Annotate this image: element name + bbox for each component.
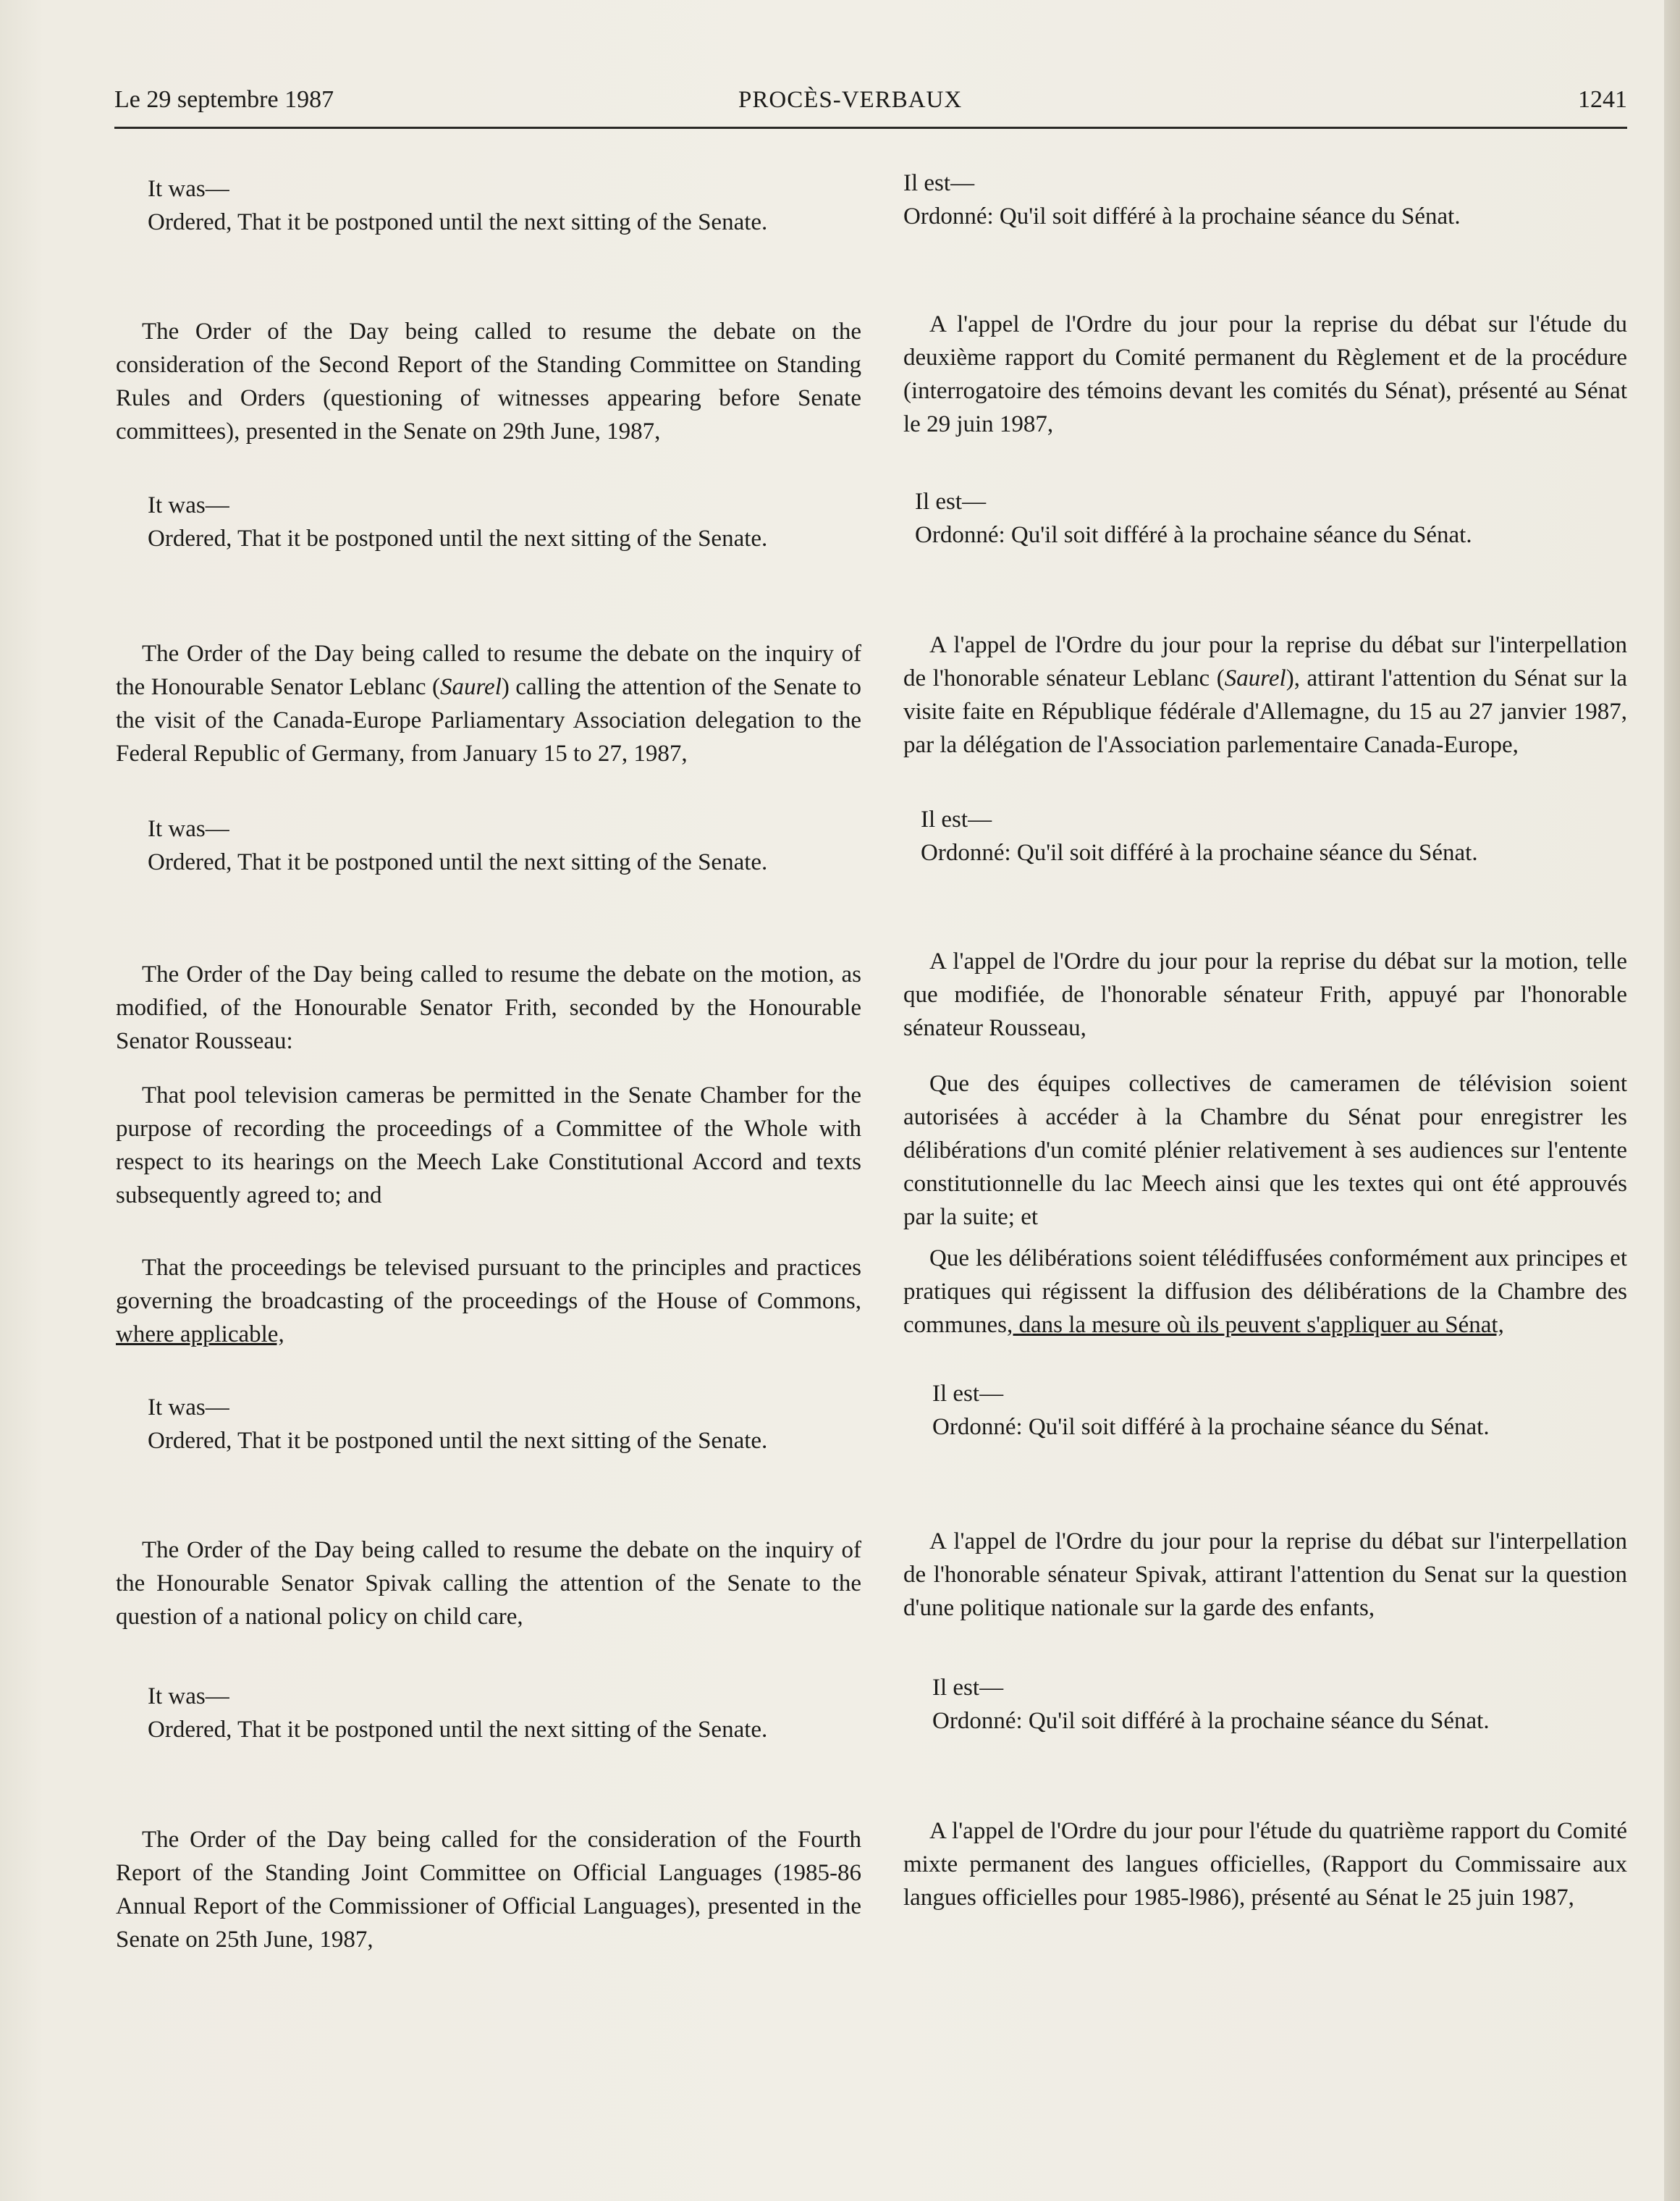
fr-frith-motion: A l'appel de l'Ordre du jour pour la reprise du débat sur la motion, telle que modifiée, de l'honorable sénateur Frith, appuyé par l'honorable sénateur Rousseau,	[903, 948, 1627, 1041]
en-block-5	[116, 1680, 861, 1746]
fr-leblanc-before: A l'appel de l'Ordre du jour pour la reprise du débat sur l'interpellation de l'honorable sénateur Leblanc (	[903, 632, 1627, 691]
en-block-4	[116, 1391, 861, 1457]
en-leblanc-before: The Order of the Day being called to resume the debate on the inquiry of the Honourable Senator Leblanc (	[116, 641, 861, 700]
en-televised-before: That the proceedings be televised pursuant to the principles and practices governing the broadcasting of the proceedings of the House of Commons	[116, 1255, 861, 1314]
en-it-was-4: It was—	[148, 1394, 229, 1421]
fr-il-est-1: Il est—	[903, 170, 975, 196]
fr-ordonne-5: Ordonné: Qu'il soit différé à la prochaine séance du Sénat.	[932, 1708, 1490, 1734]
fr-televised-underlined: , dans la mesure où ils peuvent s'appliquer au Sénat,	[1006, 1312, 1504, 1338]
fr-ordonne-4: Ordonné: Qu'il soit différé à la prochaine séance du Sénat.	[932, 1414, 1490, 1440]
fr-il-est-4: Il est—	[932, 1381, 1004, 1407]
fr-block-1	[903, 167, 1627, 233]
en-it-was-3: It was—	[148, 816, 229, 842]
en-frith-motion: The Order of the Day being called to resume the debate on the motion, as modified, of the Honourable Senator Frith, seconded by the Honourable Senator Rousseau:	[116, 961, 861, 1054]
header-title: PROCÈS-VERBAUX	[738, 87, 963, 113]
fr-block-3	[903, 803, 1627, 870]
en-ordered-2: Ordered, That it be postponed until the next sitting of the Senate.	[148, 526, 768, 552]
fr-block-2	[903, 485, 1627, 552]
fr-block-5	[903, 1671, 1627, 1738]
fr-pool-cameras: Que des équipes collectives de cameramen de télévision soient autorisées à accéder à la Chambre du Sénat pour enregistrer les délibérations d'un comité plénier relativement à ses audiences sur l'entente constitutionnelle du lac Meech ainsi que les textes qui ont été approuvés par la suite; et	[903, 1071, 1627, 1230]
en-leblanc-italic: Saurel	[439, 674, 502, 700]
fr-spivak-inquiry: A l'appel de l'Ordre du jour pour la reprise du débat sur l'interpellation de l'honorable sénateur Spivak, attirant l'attention du Senat sur la question d'une politique nationale sur la garde des enfants,	[903, 1528, 1627, 1621]
fr-televised	[903, 1242, 1627, 1342]
fr-il-est-3: Il est—	[921, 807, 992, 833]
header-date: Le 29 septembre 1987	[114, 86, 334, 113]
en-leblanc-after: ) calling the attention of the Senate to the visit of the Canada-Europe Parliamentary Association delegation to the Federal Republic of Germany, from January 15 to 27, 1987,	[116, 674, 861, 767]
en-block-1	[116, 172, 861, 239]
en-it-was-5: It was—	[148, 1683, 229, 1709]
fr-ordonne-3: Ordonné: Qu'il soit différé à la prochaine séance du Sénat.	[921, 840, 1478, 866]
en-it-was-2: It was—	[148, 492, 229, 518]
page-header	[114, 85, 1627, 129]
en-fourth-report: The Order of the Day being called for the consideration of the Fourth Report of the Standing Joint Committee on Official Languages (1985-86 Annual Report of the Commissioner of Official Languages), presented in the Senate on 25th June, 1987,	[116, 1827, 861, 1953]
en-ordered-1: Ordered, That it be postponed until the next sitting of the Senate.	[148, 209, 768, 235]
en-spivak-inquiry: The Order of the Day being called to resume the debate on the inquiry of the Honourable Senator Spivak calling the attention of the Senate to the question of a national policy on child care,	[116, 1537, 861, 1630]
fr-leblanc-italic: Saurel	[1224, 665, 1286, 691]
page-spine-shadow	[1664, 0, 1680, 2201]
fr-ordonne-1: Ordonné: Qu'il soit différé à la prochaine séance du Sénat.	[903, 203, 1461, 230]
en-televised-underlined: , where applicable,	[116, 1288, 861, 1347]
header-rule	[114, 127, 1627, 129]
fr-second-report: A l'appel de l'Ordre du jour pour la reprise du débat sur l'étude du deuxième rapport du Comité permanent du Règlement et de la procédure (interrogatoire des témoins devant les comités du Sénat), présenté au Sénat le 29 juin 1987,	[903, 311, 1627, 437]
en-ordered-5: Ordered, That it be postponed until the next sitting of the Senate.	[148, 1717, 768, 1743]
en-block-3	[116, 812, 861, 879]
en-leblanc-inquiry	[116, 637, 861, 770]
fr-leblanc-after: ), attirant l'attention du Sénat sur la visite faite en République fédérale d'Allemagne, du 15 au 27 janvier 1987, par la délégation de l'Association parlementaire Canada-Europe,	[903, 665, 1627, 758]
page-number: 1241	[1578, 86, 1627, 113]
fr-block-4	[903, 1377, 1627, 1444]
fr-televised-before: Que les délibérations soient télédiffusées conformément aux principes et pratiques qui régissent la diffusion des délibérations de la Chambre des communes	[903, 1245, 1627, 1338]
en-block-2	[116, 489, 861, 555]
en-second-report: The Order of the Day being called to resume the debate on the consideration of the Second Report of the Standing Committee on Standing Rules and Orders (questioning of witnesses appearing before Senate committees), presented in the Senate on 29th June, 1987,	[116, 319, 861, 445]
fr-fourth-report: A l'appel de l'Ordre du jour pour l'étude du quatrième rapport du Comité mixte permanent des langues officielles, (Rapport du Commissaire aux langues officielles pour 1985-l986), présenté au Sénat le 25 juin 1987,	[903, 1818, 1627, 1911]
fr-il-est-5: Il est—	[932, 1675, 1004, 1701]
en-ordered-3: Ordered, That it be postponed until the next sitting of the Senate.	[148, 849, 768, 875]
en-it-was-1: It was—	[148, 176, 229, 202]
en-televised	[116, 1251, 861, 1351]
fr-il-est-2: Il est—	[915, 489, 987, 515]
en-ordered-4: Ordered, That it be postponed until the next sitting of the Senate.	[148, 1428, 768, 1454]
fr-ordonne-2: Ordonné: Qu'il soit différé à la prochaine séance du Sénat.	[915, 522, 1472, 548]
fr-leblanc-inquiry	[903, 628, 1627, 762]
en-pool-cameras: That pool television cameras be permitted in the Senate Chamber for the purpose of recording the proceedings of a Committee of the Whole with respect to its hearings on the Meech Lake Constitutional Accord and texts subsequently agreed to; and	[116, 1082, 861, 1208]
